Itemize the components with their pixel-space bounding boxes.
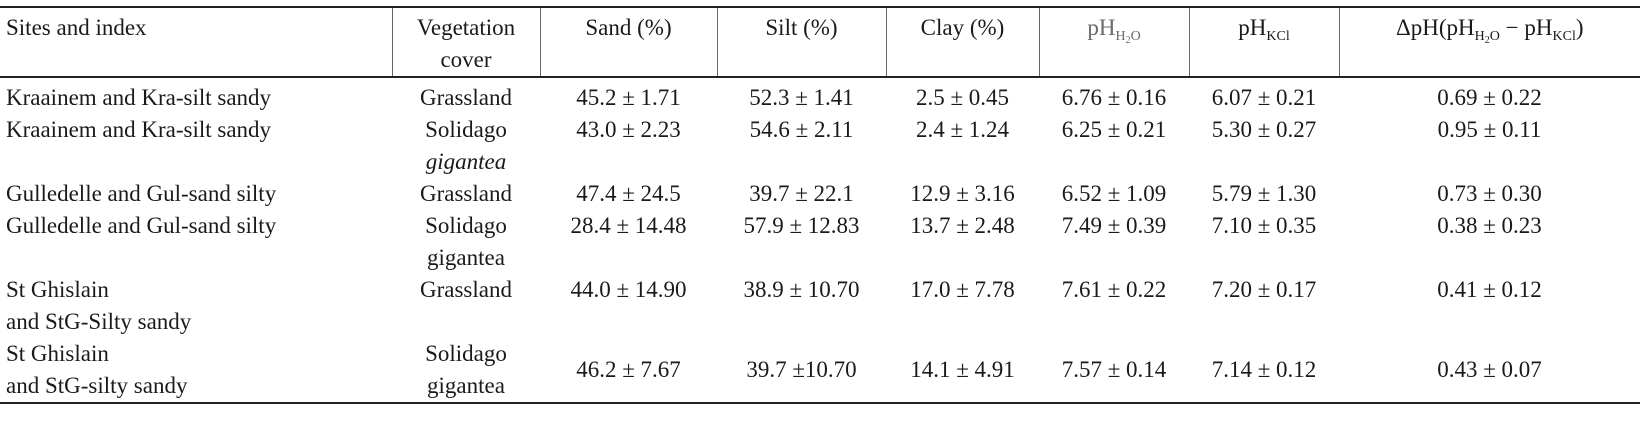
site-line1: St Ghislain xyxy=(6,277,109,302)
cell-ph-h2o-value: 7.57 ± 0.14 xyxy=(1061,357,1167,382)
cell-ph-h2o: 7.49 ± 0.39 xyxy=(1061,213,1167,238)
cell-delta-ph: 0.69 ± 0.22 xyxy=(1437,85,1542,110)
site-line2: and StG-Silty sandy xyxy=(6,309,192,334)
header-ph-kcl-sub: KCl xyxy=(1266,29,1290,44)
cell-silt-value: 39.7 ±10.70 xyxy=(746,357,857,382)
cell-vegetation xyxy=(392,178,540,210)
cell-sand-value: 46.2 ± 7.67 xyxy=(576,357,681,382)
cell-clay: 17.0 ± 7.78 xyxy=(910,277,1015,302)
header-dph-prefix: ΔpH(pH xyxy=(1395,15,1475,40)
header-dph-sub1-o: O xyxy=(1489,29,1500,44)
soil-properties-table xyxy=(0,6,1640,404)
header-vegetation xyxy=(392,7,540,77)
cell-ph-kcl: 6.07 ± 0.21 xyxy=(1211,85,1317,110)
header-ph-h2o-subsub: 2 xyxy=(1125,35,1131,46)
header-ph-h2o-sub: H xyxy=(1115,29,1126,44)
cell-site xyxy=(0,210,392,274)
header-ph-h2o xyxy=(1039,7,1189,77)
cell-delta-ph: 0.41 ± 0.12 xyxy=(1437,277,1542,302)
table-row xyxy=(0,338,1640,403)
veg-line1: Grassland xyxy=(420,85,512,110)
cell-silt: 52.3 ± 1.41 xyxy=(749,85,854,110)
header-dph-sub2: KCl xyxy=(1552,29,1576,44)
header-dph-sub1: H xyxy=(1474,29,1485,44)
site-line1: Kraainem and Kra-silt sandy xyxy=(6,117,272,142)
header-silt xyxy=(717,7,886,77)
cell-delta-ph xyxy=(1339,338,1640,403)
cell-delta-ph-value: 0.43 ± 0.07 xyxy=(1437,357,1542,382)
veg-line2: gigantea xyxy=(427,245,505,270)
header-dph-close: ) xyxy=(1575,15,1584,40)
cell-site xyxy=(0,338,392,403)
cell-delta-ph: 0.73 ± 0.30 xyxy=(1437,181,1542,206)
veg-line1: Grassland xyxy=(420,181,512,206)
cell-clay-value: 14.1 ± 4.91 xyxy=(910,357,1015,382)
table-row xyxy=(0,178,1640,210)
cell-clay xyxy=(886,338,1039,403)
header-sand xyxy=(540,7,717,77)
header-silt-label: Silt (%) xyxy=(765,15,838,40)
cell-silt: 54.6 ± 2.11 xyxy=(749,117,854,142)
cell-vegetation xyxy=(392,114,540,178)
header-dph-sub1-2: 2 xyxy=(1484,35,1490,46)
site-line2: and StG-silty sandy xyxy=(6,373,188,398)
veg-line1: Grassland xyxy=(420,277,512,302)
cell-delta-ph: 0.38 ± 0.23 xyxy=(1437,213,1542,238)
cell-ph-kcl-value: 7.14 ± 0.12 xyxy=(1211,357,1317,382)
cell-sand: 43.0 ± 2.23 xyxy=(576,117,681,142)
cell-vegetation xyxy=(392,77,540,114)
cell-ph-h2o: 7.61 ± 0.22 xyxy=(1061,277,1167,302)
veg-line1: Solidago xyxy=(425,213,507,238)
veg-line1: Solidago xyxy=(425,341,507,366)
header-ph-kcl xyxy=(1189,7,1339,77)
header-ph-kcl-main: pH xyxy=(1238,15,1267,40)
header-delta-ph xyxy=(1339,7,1640,77)
header-sites-label: Sites and index xyxy=(6,15,147,40)
header-clay-label: Clay (%) xyxy=(920,15,1005,40)
header-dph-minus: − pH xyxy=(1499,15,1553,40)
cell-ph-h2o: 6.52 ± 1.09 xyxy=(1061,181,1167,206)
cell-clay: 12.9 ± 3.16 xyxy=(910,181,1015,206)
cell-site xyxy=(0,178,392,210)
cell-sand: 44.0 ± 14.90 xyxy=(570,277,687,302)
table-row xyxy=(0,114,1640,178)
cell-sand xyxy=(540,338,717,403)
cell-clay: 2.4 ± 1.24 xyxy=(915,117,1010,142)
table-row xyxy=(0,210,1640,274)
header-sites xyxy=(0,7,392,77)
table-row xyxy=(0,77,1640,114)
cell-ph-h2o: 6.25 ± 0.21 xyxy=(1061,117,1167,142)
cell-site xyxy=(0,77,392,114)
header-ph-h2o-subend: O xyxy=(1130,29,1141,44)
cell-clay: 13.7 ± 2.48 xyxy=(910,213,1015,238)
site-line1: Kraainem and Kra-silt sandy xyxy=(6,85,272,110)
site-line1: St Ghislain xyxy=(6,341,109,366)
header-row xyxy=(0,7,1640,77)
table-row xyxy=(0,274,1640,338)
cell-sand: 47.4 ± 24.5 xyxy=(576,181,681,206)
cell-ph-kcl: 7.20 ± 0.17 xyxy=(1211,277,1317,302)
header-vegetation-line1: Vegetation xyxy=(416,15,516,40)
site-line1: Gulledelle and Gul-sand silty xyxy=(6,213,277,238)
cell-vegetation xyxy=(392,338,540,403)
cell-silt: 38.9 ± 10.70 xyxy=(743,277,860,302)
cell-ph-kcl xyxy=(1189,338,1339,403)
site-line1: Gulledelle and Gul-sand silty xyxy=(6,181,277,206)
cell-delta-ph: 0.95 ± 0.11 xyxy=(1437,117,1542,142)
cell-vegetation xyxy=(392,210,540,274)
header-sand-label: Sand (%) xyxy=(585,15,672,40)
cell-ph-kcl: 7.10 ± 0.35 xyxy=(1211,213,1317,238)
header-ph-h2o-main: pH xyxy=(1087,15,1116,40)
cell-site xyxy=(0,114,392,178)
cell-clay: 2.5 ± 0.45 xyxy=(915,85,1010,110)
header-clay xyxy=(886,7,1039,77)
cell-silt: 57.9 ± 12.83 xyxy=(743,213,860,238)
veg-line2: gigantea xyxy=(427,373,505,398)
cell-sand: 45.2 ± 1.71 xyxy=(576,85,681,110)
cell-vegetation xyxy=(392,274,540,338)
cell-ph-kcl: 5.79 ± 1.30 xyxy=(1211,181,1317,206)
cell-ph-h2o: 6.76 ± 0.16 xyxy=(1061,85,1167,110)
cell-ph-h2o xyxy=(1039,338,1189,403)
cell-silt: 39.7 ± 22.1 xyxy=(749,181,854,206)
cell-sand: 28.4 ± 14.48 xyxy=(570,213,687,238)
veg-line1: Solidago xyxy=(425,117,507,142)
cell-site xyxy=(0,274,392,338)
cell-ph-kcl: 5.30 ± 0.27 xyxy=(1211,117,1317,142)
veg-line2: gigantea xyxy=(425,149,507,174)
header-vegetation-line2: cover xyxy=(440,47,492,72)
cell-silt xyxy=(717,338,886,403)
